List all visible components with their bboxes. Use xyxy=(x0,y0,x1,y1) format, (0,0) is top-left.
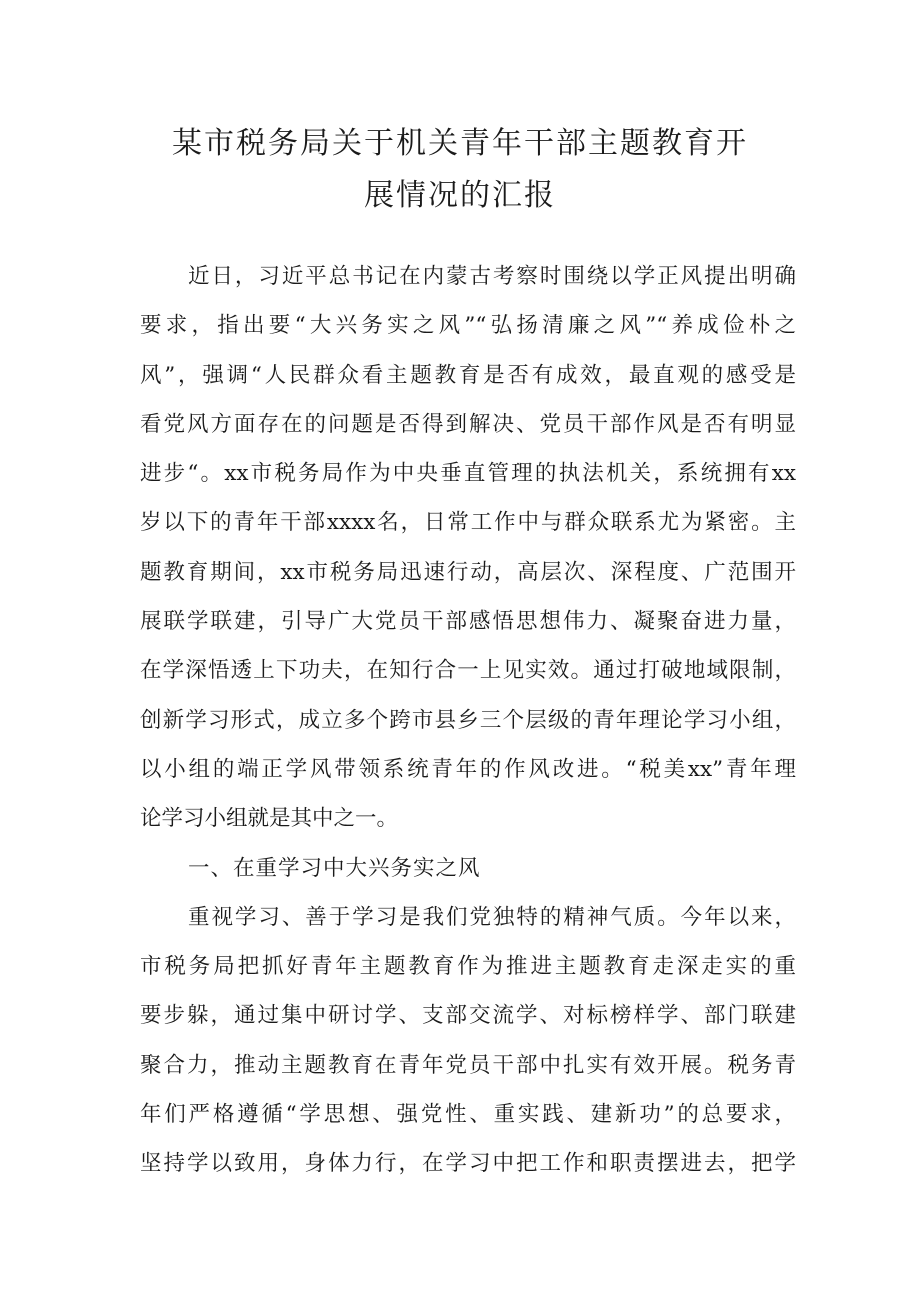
paragraph-line: 创新学习形式，成立多个跨市县乡三个层级的青年理论学习小组， xyxy=(140,707,796,733)
document-body xyxy=(140,252,796,1189)
section-heading: 一、在重学习中大兴务实之风 xyxy=(188,855,481,881)
paragraph-line: 年们严格遵循“学思想、强党性、重实践、建新功”的总要求， xyxy=(140,1102,796,1128)
paragraph-line: 以小组的端正学风带领系统青年的作风改进。“税美xx”青年理 xyxy=(140,756,796,782)
paragraph-line: 市税务局把抓好青年主题教育作为推进主题教育走深走实的重 xyxy=(140,954,796,980)
paragraph-line: 看党风方面存在的问题是否得到解决、党员干部作风是否有明显 xyxy=(140,411,796,437)
paragraph-line: 重视学习、善于学习是我们党独特的精神气质。今年以来， xyxy=(188,904,796,930)
paragraph-line: 要步躲，通过集中研讨学、支部交流学、对标榜样学、部门联建 xyxy=(140,1003,796,1029)
paragraph-line: 坚持学以致用，身体力行，在学习中把工作和职责摆进去，把学 xyxy=(140,1151,796,1177)
paragraph-line: 近日，习近平总书记在内蒙古考察时围绕以学正风提出明确 xyxy=(188,264,796,289)
paragraph-line: 进步“。xx市税务局作为中央垂直管理的执法机关，系统拥有xx xyxy=(140,461,796,487)
document-title xyxy=(120,118,800,222)
paragraph-line: 风”，强调“人民群众看主题教育是否有成效，最直观的感受是 xyxy=(140,362,796,388)
paragraph-section1 xyxy=(140,893,796,1189)
paragraph-line: 论学习小组就是其中之一。 xyxy=(140,806,399,832)
title-line: 展情况的汇报 xyxy=(364,178,556,213)
paragraph-line: 要求，指出要“大兴务实之风”“弘扬清廉之风”“养成俭朴之 xyxy=(140,313,796,339)
paragraph-line: 在学深悟透上下功夫，在知行合一上见实效。通过打破地域限制， xyxy=(140,658,796,684)
paragraph-line: 展联学联建，引导广大党员干部感悟思想伟力、凝聚奋进力量， xyxy=(140,609,796,635)
paragraph-line: 聚合力，推动主题教育在青年党员干部中扎实有效开展。税务青 xyxy=(140,1052,796,1078)
paragraph-line: 题教育期间，xx市税务局迅速行动，高层次、深程度、广范围开 xyxy=(140,559,796,585)
paragraph-intro xyxy=(140,252,796,844)
paragraph-line: 岁以下的青年干部xxxx名，日常工作中与群众联系尤为紧密。主 xyxy=(140,510,796,536)
title-line: 某市税务局关于机关青年干部主题教育开 xyxy=(172,126,748,161)
